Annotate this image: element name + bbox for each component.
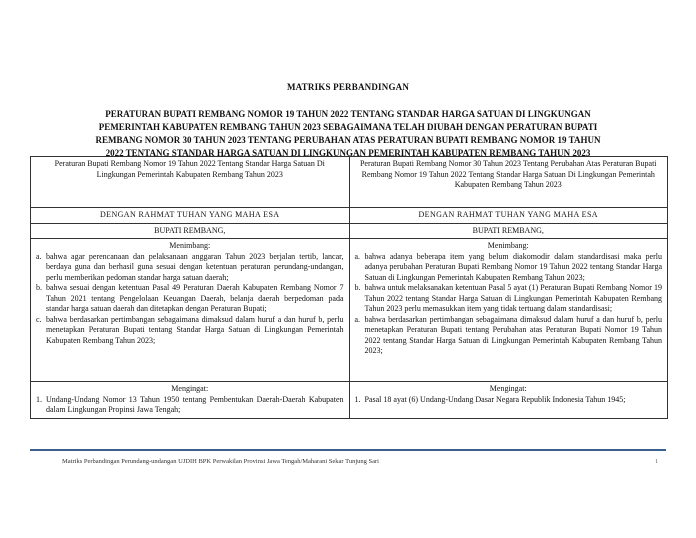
subtitle-line: PERATURAN BUPATI REMBANG NOMOR 19 TAHUN 2022 TENTANG STANDAR HARGA SATUAN DI LINGKUNGAN [105, 109, 591, 119]
list-item [36, 315, 344, 347]
list-item [36, 252, 344, 284]
right-bupati: BUPATI REMBANG, [349, 223, 668, 239]
page-number: 1 [655, 458, 659, 465]
item-marker: b. [354, 283, 361, 292]
table-row [31, 208, 668, 224]
footer-divider [30, 449, 666, 451]
list-item [36, 283, 344, 315]
subtitle-line: 2022 TENTANG STANDAR HARGA SATUAN DI LINGKUNGAN PEMERINTAH KABUPATEN REMBANG TAHUN 2023 [105, 148, 591, 158]
left-menimbang-cell [31, 239, 350, 382]
document-title: MATRIKS PERBANDINGAN [286, 82, 410, 92]
item-marker: 1. [354, 394, 361, 404]
menimbang-label: Menimbang: [487, 241, 529, 250]
subtitle-line: PEMERINTAH KABUPATEN REMBANG TAHUN 2023 SEBAGAIMANA TELAH DIUBAH DENGAN PERATURAN BUPATI [98, 122, 598, 132]
subtitle-line: REMBANG NOMOR 30 TAHUN 2023 TENTANG PERUBAHAN ATAS PERATURAN BUPATI REMBANG NOMOR 19 TAHUN [95, 135, 601, 145]
right-mengingat-cell [349, 382, 668, 419]
item-marker: 1. [36, 394, 42, 404]
table-row [31, 223, 668, 239]
list-item [355, 283, 663, 315]
menimbang-label: Menimbang: [169, 241, 211, 250]
item-marker: a. [36, 251, 42, 261]
item-text: bahwa berdasarkan pertimbangan sebagaimana dimaksud dalam huruf a dan huruf b, perlu menetapkan Peraturan Bupati tentang Standar Harga Satuan di Lingkungan Pemerintah Kabupaten Rembang Tahun 2023; [46, 314, 344, 345]
item-text: bahwa agar perencanaan dan pelaksanaan anggaran Tahun 2023 berjalan tertib, lancar, berdaya guna dan berhasil guna sesuai dengan ketentuan peraturan perundang-undangan, perlu memberikan pedoman standar harga satuan daerah; [46, 251, 344, 282]
right-menimbang-cell [349, 239, 668, 382]
comparison-table [30, 156, 668, 419]
table-header-row [31, 157, 668, 208]
footer-text: Matriks Perbandingan Perundang-undangan UJDIH BPK Perwakilan Provinsi Jawa Tengah/Maharani Sekar Tunjung Sari [62, 458, 379, 465]
right-rahmat: DENGAN RAHMAT TUHAN YANG MAHA ESA [349, 208, 668, 224]
left-column-header: Peraturan Bupati Rembang Nomor 19 Tahun 2022 Tentang Standar Harga Satuan Di Lingkungan Pemerintah Kabupaten Rembang Tahun 2023 [31, 157, 350, 208]
item-text: Pasal 18 ayat (6) Undang-Undang Dasar Negara Republik Indonesia Tahun 1945; [364, 394, 626, 404]
table-row-mengingat [31, 382, 668, 419]
list-item [355, 395, 663, 406]
list-item [355, 315, 663, 357]
left-rahmat: DENGAN RAHMAT TUHAN YANG MAHA ESA [31, 208, 350, 224]
table-row-menimbang [31, 239, 668, 382]
item-marker: c. [36, 314, 42, 324]
item-text: Undang-Undang Nomor 13 Tahun 1950 tentang Pembentukan Daerah-Daerah Kabupaten dalam Lingkungan Propinsi Jawa Tengah; [46, 394, 344, 414]
item-text: bahwa untuk melaksanakan ketentuan Pasal 5 ayat (1) Peraturan Bupati Rembang Nomor 19 Tahun 2022 tentang Standar Harga Satuan di Lingkungan Pemerintah Kabupaten Rembang Tahun 2023 perlu memasukkan item yang tidak tertuang dalam standardisasi; [364, 283, 662, 313]
list-item [355, 252, 663, 284]
left-bupati: BUPATI REMBANG, [31, 223, 350, 239]
item-marker: b. [36, 283, 42, 292]
document-subtitle [58, 108, 638, 160]
list-item [36, 395, 344, 416]
mengingat-label: Mengingat: [489, 384, 527, 393]
item-text: bahwa sesuai dengan ketentuan Pasal 49 Peraturan Daerah Kabupaten Rembang Nomor 7 Tahun 2021 tentang Pengelolaan Keuangan Daerah, belanja daerah berpedoman pada standar harga satuan daerah dan ditetapkan dengan Peraturan Bupati; [46, 283, 344, 313]
item-text: bahwa adanya beberapa item yang belum diakomodir dalam standardisasi maka perlu adanya perubahan Peraturan Bupati Rembang Nomor 19 Tahun 2022 tentang Standar Harga Satuan di Lingkungan Pemerintah Kabupaten Rembang Tahun 2023; [364, 251, 662, 282]
right-column-header: Peraturan Bupati Rembang Nomor 30 Tahun 2023 Tentang Perubahan Atas Peraturan Bupati Rembang Nomor 19 Tahun 2022 Tentang Standar Harga Satuan Di Lingkungan Pemerintah Kabupaten Rembang Tahun 2023 [349, 157, 668, 208]
mengingat-label: Mengingat: [171, 384, 209, 393]
item-marker: a. [354, 251, 361, 261]
left-mengingat-cell [31, 382, 350, 419]
item-marker: a. [354, 314, 361, 324]
item-text: bahwa berdasarkan pertimbangan sebagaimana dimaksud dalam huruf a dan huruf b, perlu menetapkan Peraturan Bupati tentang Perubahan atas Peraturan Bupati Nomor 19 Tahun 2022 tentang Standar Harga Satuan di Lingkungan Pemerintah Kabupaten Rembang Tahun 2023; [364, 314, 662, 355]
